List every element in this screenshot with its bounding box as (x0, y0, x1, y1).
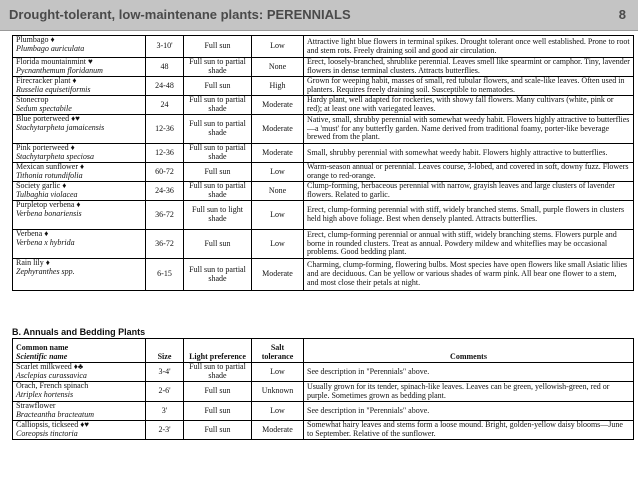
table-row (13, 363, 634, 382)
comments-cell: Hardy plant, well adapted for rockeries, with showy fall flowers. Many cultivars (white, pink or red); at least one with variegated leaves. (304, 96, 634, 115)
scientific-name: Verbena bonariensis (16, 208, 82, 218)
light-cell: Full sun to light shade (184, 201, 252, 230)
size-cell: 2-6' (146, 382, 184, 402)
plant-name-cell (13, 163, 146, 182)
plant-name-cell (13, 382, 146, 402)
common-name: Purpletop verbena ♦ (16, 200, 81, 209)
salt-cell: Moderate (252, 421, 304, 440)
light-cell: Full sun (184, 421, 252, 440)
light-cell: Full sun to partial shade (184, 363, 252, 382)
salt-cell: Low (252, 163, 304, 182)
size-cell: 3' (146, 402, 184, 421)
table-row (13, 230, 634, 259)
table-row (13, 402, 634, 421)
size-cell: 24-48 (146, 77, 184, 96)
common-name: Society garlic ♦ (16, 181, 67, 190)
size-cell: 36-72 (146, 230, 184, 259)
plant-name-cell (13, 421, 146, 440)
comments-cell: See description in "Perennials" above. (304, 402, 634, 421)
perennials-table-body (13, 36, 634, 291)
comments-cell: Grown for weeping habit, masses of small, red tubular flowers, and scale-like leaves. Often used in planters. Requires freely draining soil. Susceptible to nematodes. (304, 77, 634, 96)
salt-cell: Moderate (252, 144, 304, 163)
header-name-cell (13, 339, 146, 363)
light-cell: Full sun (184, 163, 252, 182)
salt-cell: Low (252, 36, 304, 58)
section-b-title: B. Annuals and Bedding Plants (12, 327, 146, 337)
table-row (13, 259, 634, 291)
plant-name-cell (13, 77, 146, 96)
comments-cell: Warm-season annual or perennial. Leaves course, 3-lobed, and covered in soft, downy fuzz. Flowers orange to red-orange. (304, 163, 634, 182)
salt-cell: Low (252, 201, 304, 230)
scientific-name: Zephyranthes spp. (16, 266, 75, 276)
plant-name-cell (13, 182, 146, 201)
salt-cell: High (252, 77, 304, 96)
size-cell: 3-10' (146, 36, 184, 58)
page-number: 8 (618, 7, 626, 22)
table-row (13, 382, 634, 402)
plant-name-cell (13, 58, 146, 77)
comments-cell: Erect, clump-forming perennial or annual with stiff, widely branching stems. Flowers purple and borne in rounded clusters. Treat as annual. Powdery mildew and whiteflies may be occasional problems. Good bedding plant. (304, 230, 634, 259)
comments-cell: Native, small, shrubby perennial with somewhat weedy habit. Flowers highly attractive to butterflies—a 'must' for any butterfly garden. Name derived from traditional foamy, porter-like beverage brewed from the plant. (304, 115, 634, 144)
table-row (13, 36, 634, 58)
common-name: Verbena ♦ (16, 229, 49, 238)
table-row (13, 96, 634, 115)
plant-name-cell (13, 259, 146, 291)
common-name: Florida mountainmint ♥ (16, 57, 93, 66)
scientific-name: Russelia equisetiformis (16, 84, 91, 94)
size-cell: 3-4' (146, 363, 184, 382)
salt-cell: Moderate (252, 259, 304, 291)
page-title: Drought-tolerant, low-maintenane plants: PERENNIALS (9, 7, 351, 22)
size-cell: 60-72 (146, 163, 184, 182)
scientific-name: Bracteantha bracteatum (16, 409, 94, 419)
size-cell: 24-36 (146, 182, 184, 201)
size-cell: 48 (146, 58, 184, 77)
table-row (13, 182, 634, 201)
common-name: Rain lily ♦ (16, 258, 50, 267)
size-cell: 2-3' (146, 421, 184, 440)
comments-cell: Erect, clump-forming perennial with stiff, widely branched stems. Small, purple flowers in clusters held high above foliage. Best when densely planted. Attracts butterflies. (304, 201, 634, 230)
scientific-name: Coreopsis tinctoria (16, 428, 78, 438)
plant-name-cell (13, 115, 146, 144)
plant-name-cell (13, 402, 146, 421)
comments-cell: Charming, clump-forming, flowering bulbs. Most species have open flowers like small Asiatic lilies and are deciduous. Can be yellow or various shades of warm pink. All bear one flower to a stem, and most close their petals at night. (304, 259, 634, 291)
light-cell: Full sun to partial shade (184, 115, 252, 144)
table-row (13, 144, 634, 163)
table-row (13, 163, 634, 182)
salt-cell: None (252, 182, 304, 201)
scientific-name: Stachytarpheta speciosa (16, 151, 94, 161)
common-name: Blue porterweed ♦♥ (16, 114, 80, 123)
light-cell: Full sun (184, 230, 252, 259)
size-cell: 36-72 (146, 201, 184, 230)
table-row (13, 58, 634, 77)
annuals-table (12, 338, 634, 440)
plant-name-cell (13, 230, 146, 259)
common-name: Orach, French spinach (16, 381, 89, 390)
salt-cell: Low (252, 230, 304, 259)
common-name: Strawflower (16, 401, 56, 410)
table-row (13, 421, 634, 440)
comments-cell: Attractive light blue flowers in terminal spikes. Drought tolerant once well established. Prone to root and stem rots. Freely draining soil and good air circulation. (304, 36, 634, 58)
header-light: Light preference (184, 339, 252, 363)
page-header (0, 0, 638, 31)
plant-name-cell (13, 36, 146, 58)
comments-cell: Somewhat hairy leaves and stems form a loose mound. Bright, golden-yellow daisy blooms—June to September. Relative of the sunflower. (304, 421, 634, 440)
comments-cell: Clump-forming, herbaceous perennial with narrow, grayish leaves and large clusters of lavender flowers. Related to garlic. (304, 182, 634, 201)
salt-cell: Unknown (252, 382, 304, 402)
scientific-name: Stachytarpheta jamaicensis (16, 122, 105, 132)
light-cell: Full sun (184, 382, 252, 402)
light-cell: Full sun to partial shade (184, 182, 252, 201)
scientific-name: Sedum spectabile (16, 103, 72, 113)
light-cell: Full sun to partial shade (184, 58, 252, 77)
comments-cell: Usually grown for its tender, spinach-like leaves. Leaves can be green, yellowish-green, red or purple. Sometimes grown as bedding plant. (304, 382, 634, 402)
common-name: Scarlet milkweed ♦♣ (16, 362, 84, 371)
size-cell: 24 (146, 96, 184, 115)
size-cell: 12-36 (146, 115, 184, 144)
scientific-name: Tulbaghia violacea (16, 189, 78, 199)
header-comments: Comments (304, 339, 634, 363)
light-cell: Full sun to partial shade (184, 259, 252, 291)
common-name: Pink porterweed ♦ (16, 143, 75, 152)
scientific-name: Tithonia rotundifolia (16, 170, 83, 180)
size-cell: 6-15 (146, 259, 184, 291)
common-name: Mexican sunflower ♦ (16, 162, 85, 171)
common-name: Stonecrop (16, 95, 49, 104)
header-common: Common name (16, 343, 69, 353)
table-row (13, 115, 634, 144)
salt-cell: Moderate (252, 115, 304, 144)
salt-cell: Moderate (252, 96, 304, 115)
common-name: Calliopsis, tickseed ♦♥ (16, 420, 90, 429)
header-scientific: Scientific name (16, 352, 68, 362)
plant-name-cell (13, 96, 146, 115)
light-cell: Full sun (184, 36, 252, 58)
salt-cell: Low (252, 402, 304, 421)
scientific-name: Pycnanthemum floridanum (16, 65, 103, 75)
header-size: Size (146, 339, 184, 363)
salt-cell: Low (252, 363, 304, 382)
annuals-table-body (13, 339, 634, 440)
light-cell: Full sun to partial shade (184, 144, 252, 163)
table-row (13, 201, 634, 230)
light-cell: Full sun (184, 77, 252, 96)
annuals-header-row (13, 339, 634, 363)
header-salt: Salt tolerance (252, 339, 304, 363)
scientific-name: Verbena x hybrida (16, 237, 75, 247)
comments-cell: See description in "Perennials" above. (304, 363, 634, 382)
size-cell: 12-36 (146, 144, 184, 163)
plant-name-cell (13, 201, 146, 230)
scientific-name: Plumbago auriculata (16, 43, 85, 53)
scientific-name: Asclepias curassavica (16, 370, 87, 380)
light-cell: Full sun (184, 402, 252, 421)
scientific-name: Atriplex hortensis (16, 389, 74, 399)
common-name: Plumbago ♦ (16, 35, 55, 44)
salt-cell: None (252, 58, 304, 77)
plant-name-cell (13, 144, 146, 163)
table-row (13, 77, 634, 96)
comments-cell: Erect, loosely-branched, shrublike perennial. Leaves smell like spearmint or camphor. Tiny, lavender flowers in dense terminal clusters. Attracts butterflies. (304, 58, 634, 77)
common-name: Firecracker plant ♦ (16, 76, 77, 85)
perennials-table (12, 35, 634, 291)
light-cell: Full sun to partial shade (184, 96, 252, 115)
plant-name-cell (13, 363, 146, 382)
comments-cell: Small, shrubby perennial with somewhat weedy habit. Flowers highly attractive to butterflies. (304, 144, 634, 163)
